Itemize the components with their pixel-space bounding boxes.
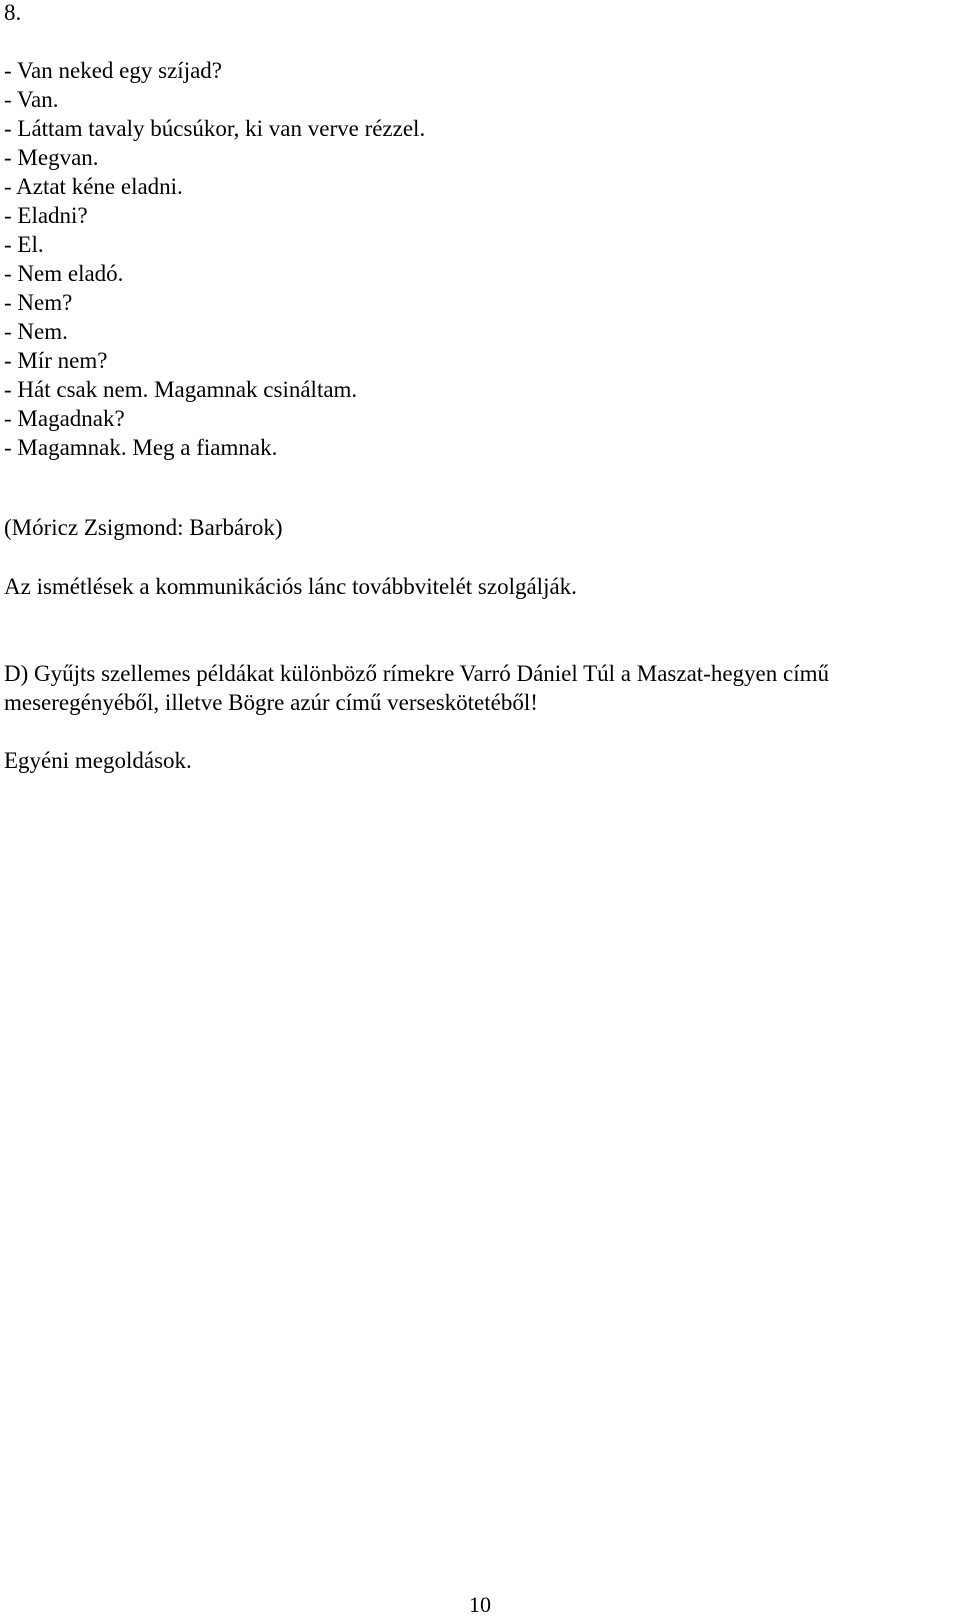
dialogue-line: - Magamnak. Meg a fiamnak. — [4, 435, 278, 460]
dialogue-line: - Megvan. — [4, 145, 99, 170]
source-citation: (Móricz Zsigmond: Barbárok) — [4, 515, 283, 540]
explanation-note: Az ismétlések a kommunikációs lánc továbbvitelét szolgálják. — [4, 574, 577, 599]
dialogue-line: - El. — [4, 232, 44, 257]
dialogue-line: - Nem. — [4, 319, 68, 344]
dialogue-excerpt — [4, 56, 425, 462]
dialogue-line: - Aztat kéne eladni. — [4, 174, 183, 199]
answer-text: Egyéni megoldások. — [4, 748, 192, 773]
dialogue-line: - Magadnak? — [4, 406, 125, 431]
task-paragraph: D) Gyűjts szellemes példákat különböző rímekre Varró Dániel Túl a Maszat-hegyen című meseregényéből, illetve Bögre azúr című verseskötetéből! — [4, 661, 829, 715]
section-number: 8. — [4, 0, 22, 25]
dialogue-line: - Láttam tavaly búcsúkor, ki van verve rézzel. — [4, 116, 426, 141]
dialogue-line: - Nem eladó. — [4, 261, 124, 286]
page-number: 10 — [469, 1592, 491, 1617]
dialogue-line: - Van. — [4, 87, 59, 112]
dialogue-line: - Eladni? — [4, 203, 88, 228]
dialogue-line: - Hát csak nem. Magamnak csináltam. — [4, 377, 358, 402]
dialogue-line: - Nem? — [4, 290, 73, 315]
dialogue-line: - Mír nem? — [4, 348, 108, 373]
dialogue-line: - Van neked egy szíjad? — [4, 58, 222, 83]
